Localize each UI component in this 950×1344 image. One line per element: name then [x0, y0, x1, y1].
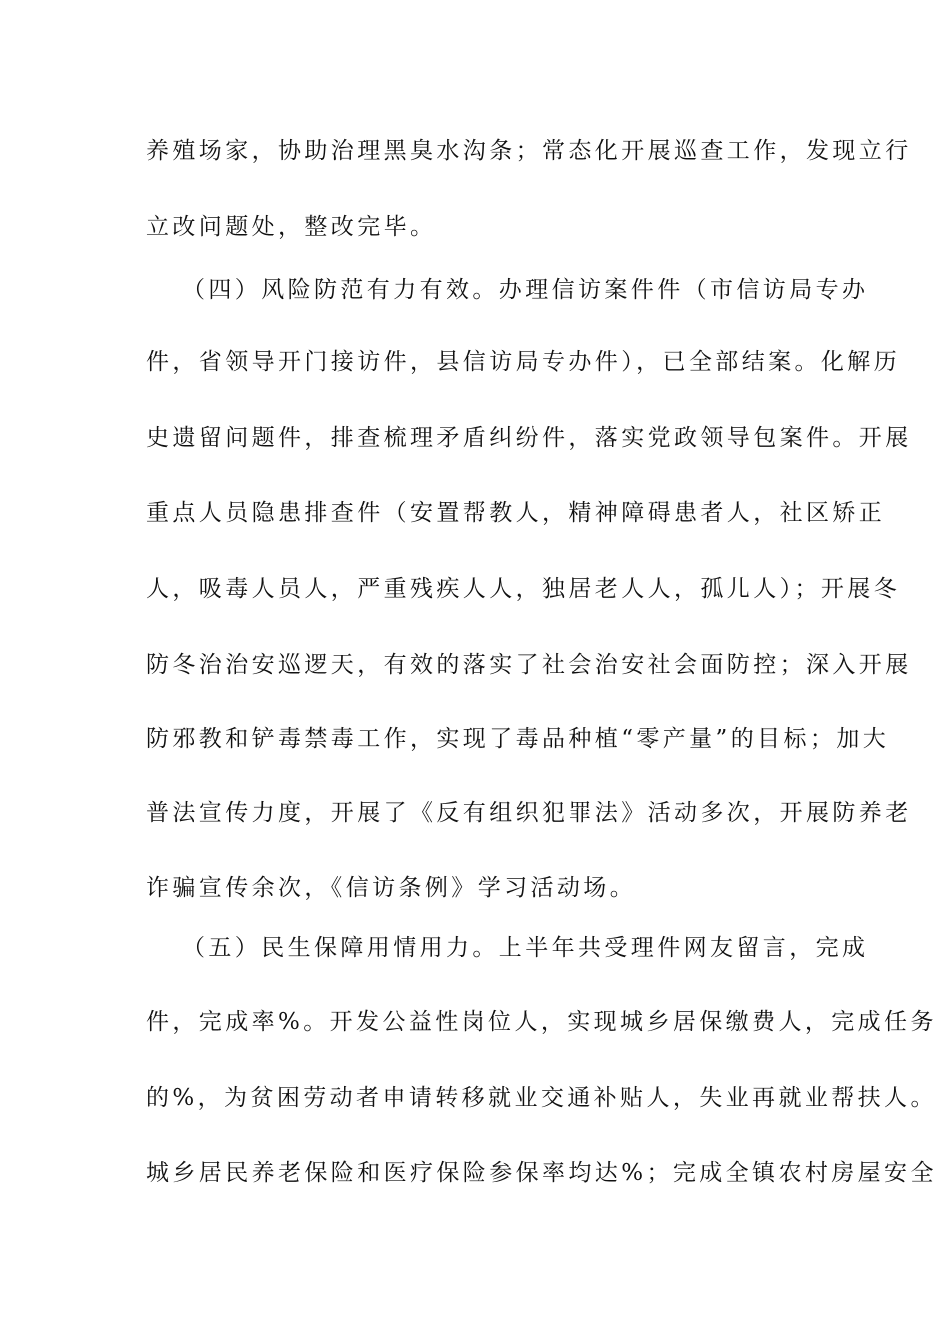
section-heading-line: （五）民生保障用情用力。上半年共受理件网友留言，完成	[182, 935, 869, 961]
text-line: 养殖场家，协助治理黑臭水沟条；常态化开展巡查工作，发现立行	[146, 138, 912, 164]
text-line: 普法宣传力度，开展了《反有组织犯罪法》活动多次，开展防养老	[146, 800, 912, 826]
text-line: 诈骗宣传余次，《信访条例》学习活动场。	[146, 875, 637, 901]
text-line: 立改问题处，整改完毕。	[146, 214, 437, 240]
text-line: 城乡居民养老保险和医疗保险参保率均达%；完成全镇农村房屋安全	[146, 1160, 937, 1186]
text-line: 的%，为贫困劳动者申请转移就业交通补贴人，失业再就业帮扶人。	[146, 1085, 937, 1111]
text-line: 防冬治治安巡逻天，有效的落实了社会治安社会面防控；深入开展	[146, 652, 912, 678]
text-line: 重点人员隐患排查件（安置帮教人，精神障碍患者人，社区矫正	[146, 500, 886, 526]
text-line: 防邪教和铲毒禁毒工作，实现了毒品种植“零产量”的目标；加大	[146, 726, 890, 752]
text-line: 史遗留问题件，排查梳理矛盾纠纷件，落实党政领导包案件。开展	[146, 425, 912, 451]
section-heading-line: （四）风险防范有力有效。办理信访案件件（市信访局专办	[182, 277, 869, 303]
text-line: 人，吸毒人员人，严重残疾人人，独居老人人，孤儿人）；开展冬	[146, 576, 901, 602]
text-line: 件，省领导开门接访件，县信访局专办件），已全部结案。化解历	[146, 349, 901, 375]
text-line: 件，完成率%。开发公益性岗位人，实现城乡居保缴费人，完成任务	[146, 1009, 937, 1035]
